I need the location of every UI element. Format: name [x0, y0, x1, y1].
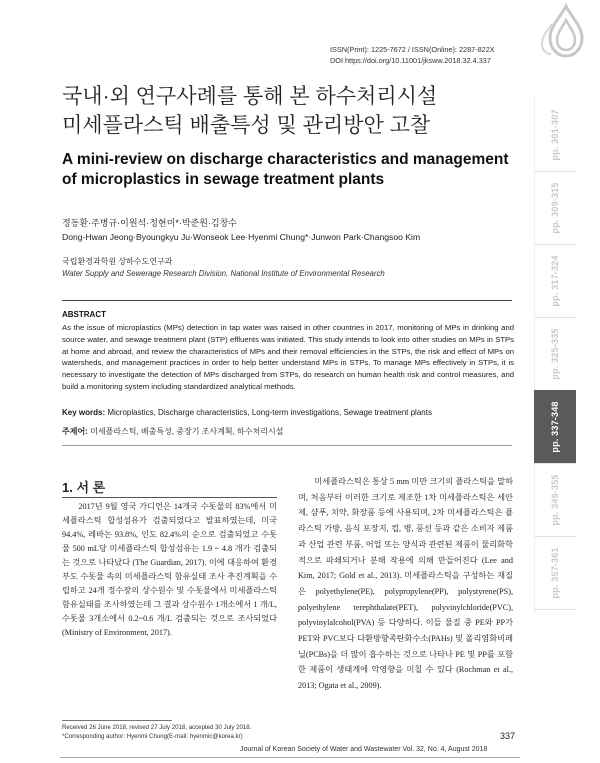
body-right-column [298, 474, 513, 694]
korean-title-line-1: 국내·외 연구사례를 통해 본 하수처리시설 [62, 85, 438, 108]
page-tab-label: pp. 309-315 [550, 181, 560, 234]
authors-korean: 정동환·주병규·이원석·정현미*·박준원·김창수 [62, 218, 237, 228]
keywords-text-korean: 미세플라스틱, 배출특성, 중장기 조사계획, 하수처리시설 [90, 427, 284, 436]
footnote [62, 723, 282, 741]
page-number: 337 [500, 731, 516, 741]
korean-title [62, 82, 512, 140]
page-tab-label: pp. 337-348 [550, 400, 560, 453]
page-tab[interactable] [534, 244, 576, 318]
body-left-paragraph: 2017년 9월 영국 가디언은 14개국 수돗물의 83%에서 미세플라스틱 합성섬유가 검출되었다고 발표하였는데, 미국 94.4%, 레바논 93.8%, 인도 82.4%의 순으로 검출되었고 수돗물 500 mL당 미세플라스틱 합성섬유는 1.9 ~ 4.8 개가 검출되는 것으로 나타났다 (The Guardian, 2017). 이에 대응하여 환경부도 수돗물 속의 미세플라스틱 함유실태 조사 추진계획을 수립하고 24개 정수장의 상수원수 및 수돗물에서 미세플라스틱 함유실태를 조사하였는데 그 결과 상수원수 1개소에서 1 개/L, 수돗물 3개소에서 0.2~0.6 개/L 검출되는 것으로 조사되었다 (Ministry of Environment, 2017). [62, 502, 277, 637]
journal-logo-icon [536, 2, 596, 62]
body-left-column [62, 500, 277, 640]
section-heading: 1. 서 론 [62, 480, 106, 495]
keywords-label: Key words: [62, 408, 106, 417]
page-tab-label: pp. 349-355 [550, 473, 560, 526]
page-tab[interactable] [534, 317, 576, 391]
footer-rule [60, 757, 520, 758]
abstract-heading: ABSTRACT [62, 310, 106, 319]
footnote-rule [62, 720, 172, 721]
authors-english: Dong-Hwan Jeong·Byoungkyu Ju·Wonseok Lee·Hyenmi Chung*·Junwon Park·Changsoo Kim [62, 232, 421, 242]
section-heading-rule [62, 497, 277, 498]
page-tab[interactable] [534, 390, 576, 464]
page-tab[interactable] [534, 536, 576, 610]
korean-title-line-2: 미세플라스틱 배출특성 및 관리방안 고찰 [62, 114, 431, 137]
article-meta [330, 44, 495, 66]
abstract-top-rule [62, 300, 512, 301]
keywords-text: Microplastics, Discharge characteristics, Long-term investigations, Sewage treatment plants [107, 408, 432, 417]
issn-line: ISSN(Print): 1225-7672 / ISSN(Online): 2287-822X [330, 45, 495, 54]
page-tab-label: pp. 325-335 [550, 327, 560, 380]
received-dates: Received 26 June 2018, revised 27 July 2018, accepted 30 July 2018. [62, 724, 252, 731]
keywords-english [62, 408, 514, 417]
english-title: A mini-review on discharge characteristics and management of microplastics in sewage treatment plants [62, 151, 509, 188]
keywords-label-korean: 주제어: [62, 427, 88, 436]
affiliation-korean: 국립환경과학원 상하수도연구과 [62, 257, 173, 266]
keywords-korean [62, 426, 514, 437]
body-right-paragraph: 미세플라스틱은 통상 5 mm 미만 크기의 플라스틱을 말하며, 처음부터 이러한 크기로 제조한 1차 미세플라스틱은 세안제, 샴푸, 치약, 화장품 등에 사용되며, 2차 미세플라스틱은 플라스틱 가방, 음식 포장지, 컵, 병, 풍선 등과 같은 소비자 제품과 산업 관련 부품, 어업 또는 양식과 관련된 제품이 물리화학적으로 파쇄되거나 분해 작용에 의해 만들어진다 (Lee and Kim, 2017; Gold et al., 2013). 미세플라스틱을 구성하는 재질은 polyethylene(PE), polypropylene(PP), polystyrene(PS), polyethylene terephthalate(PET), polyvinylchloride(PVC), polyvinylalcohol(PVA) 등 다양하다. 이들 물질 중 PE와 PP가 PET와 PVC보다 다환방향족탄화수소(PAHs) 및 폴리염화비페닐(PCBs)을 더 많이 흡수하는 것으로 나타나 PE 및 PP를 포함한 제품이 생태계에 악영향을 미칠 수 있다 (Rochman et al., 2013; Ogata et al., 2009). [298, 477, 513, 691]
page-tab[interactable] [534, 98, 576, 172]
abstract-text: As the issue of microplastics (MPs) detection in tap water was raised in other countries in 2017, monitoring of MPs in drinking and source water, and sewage treatment plant (STP) effluents was initiated. This study intends to look into other studies on MPs in STPs at home and abroad, and review the characteristics of MPs and their removal efficiencies in the STPs, the risk and effect of MPs on watersheds, and management practices in order to help better understand MPs in STPs. To manage MPs effectively in STPs, it is necessary to investigate the detection of MPs discharged from STPs, do research on human health risk and control measures, and build a monitoring system including standardized analytical methods. [62, 323, 514, 391]
affiliation-english: Water Supply and Sewerage Research Division, National Institute of Environmental Research [62, 269, 385, 278]
corresponding-author: *Corresponding author: Hyenmi Chung(E-mail: hyenmic@korea.kr) [62, 733, 243, 740]
page-tab-label: pp. 301-307 [550, 108, 560, 161]
page-tab-label: pp. 317-324 [550, 254, 560, 307]
page-tab[interactable] [534, 171, 576, 245]
page-tab-label: pp. 357-361 [550, 546, 560, 599]
page-tab[interactable] [534, 463, 576, 537]
abstract-bottom-rule [62, 445, 512, 446]
journal-footer: Journal of Korean Society of Water and Wastewater Vol. 32, No. 4, August 2018 [240, 746, 488, 753]
doi-line[interactable]: DOI https://doi.org/10.11001/jksww.2018.32.4.337 [330, 56, 491, 65]
